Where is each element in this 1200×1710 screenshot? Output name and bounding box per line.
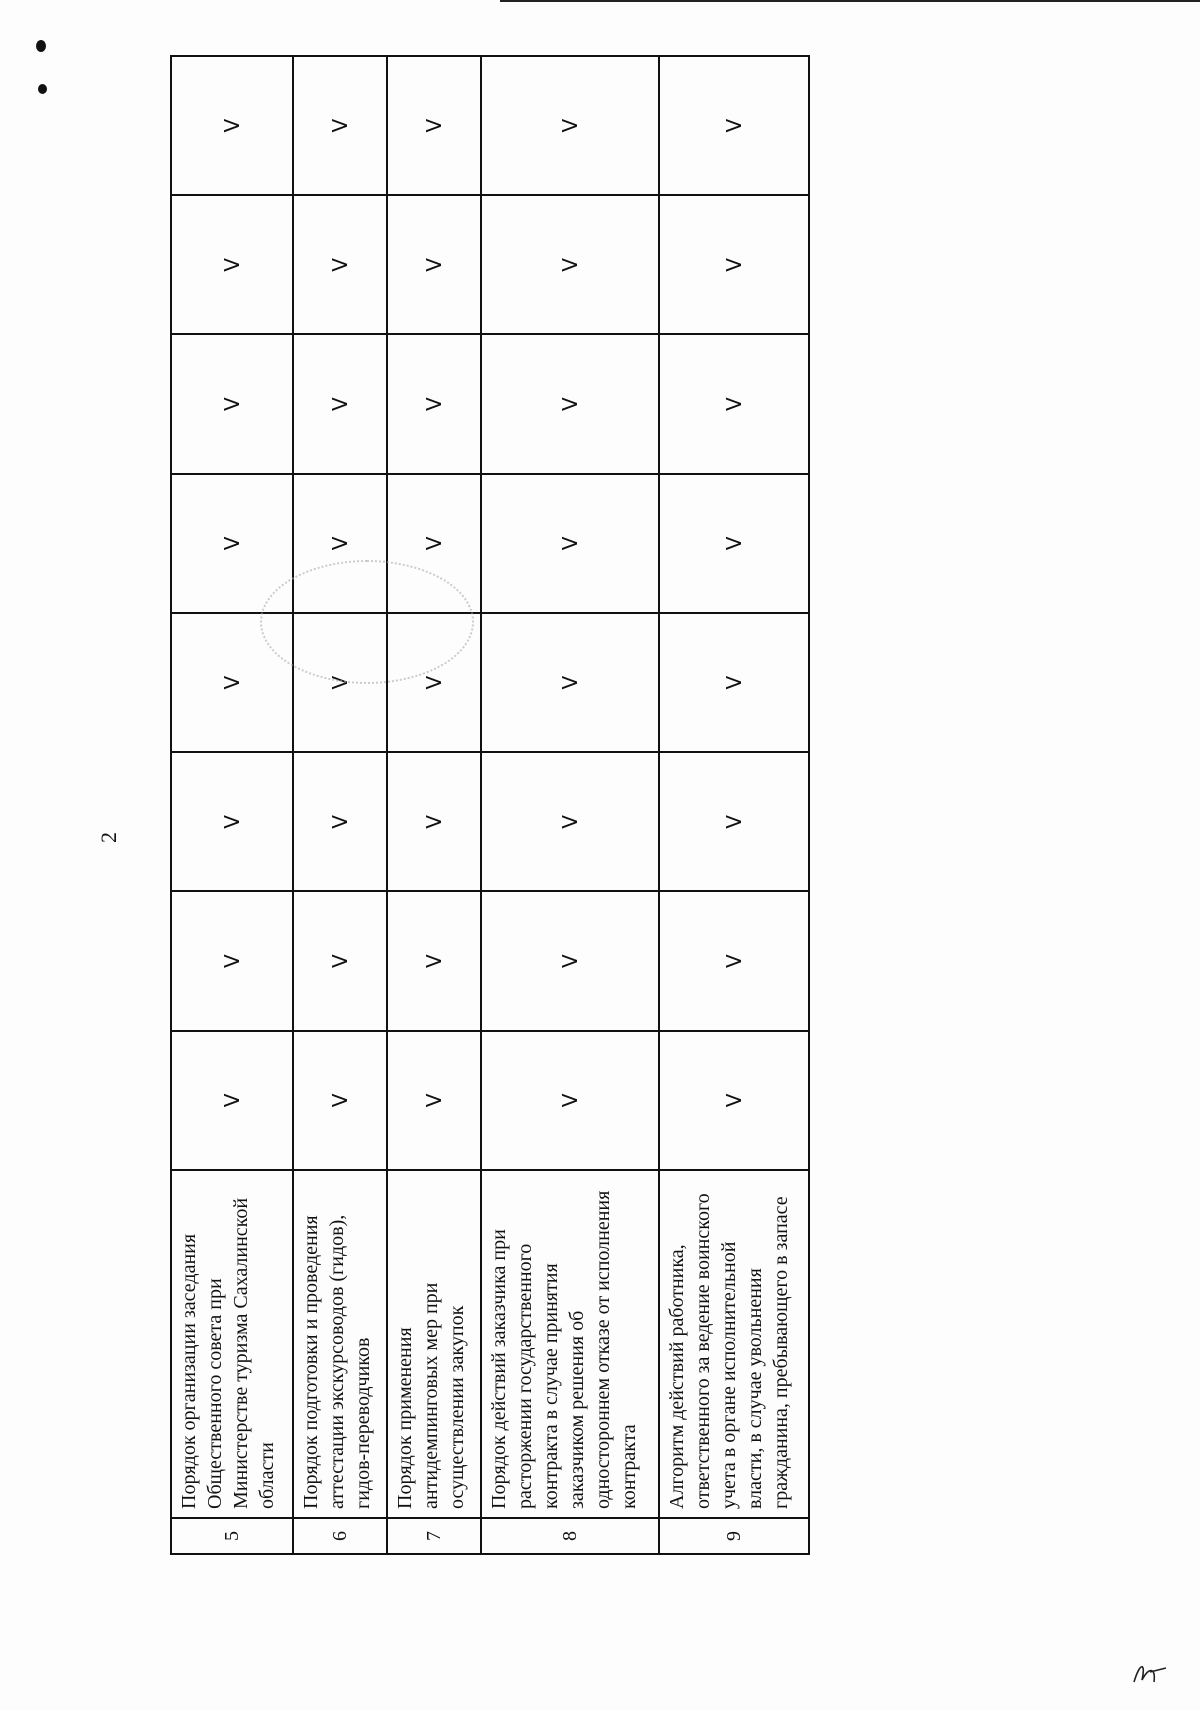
table-row	[171, 56, 293, 1554]
row-number: 5	[171, 1518, 293, 1554]
check-mark-cell: V	[171, 892, 293, 1031]
check-mark-cell: V	[387, 1031, 481, 1170]
check-mark-cell: V	[481, 613, 659, 752]
check-mark-cell: V	[387, 56, 481, 195]
check-mark-cell: V	[387, 335, 481, 474]
check-mark-cell: V	[171, 335, 293, 474]
table-row	[293, 56, 387, 1554]
faint-stamp-mark	[260, 560, 474, 684]
check-mark-cell: V	[659, 1031, 809, 1170]
row-description: Порядок применения антидемпинговых мер при осуществлении закупок	[387, 1170, 481, 1518]
check-mark-cell: V	[171, 195, 293, 334]
check-mark-cell: V	[659, 613, 809, 752]
row-description: Алгоритм действий работника, ответственного за ведение воинского учета в органе исполнительной власти, в случае увольнения гражданина, пребывающего в запасе	[659, 1170, 809, 1518]
check-mark-cell: V	[481, 335, 659, 474]
check-mark-cell: V	[481, 892, 659, 1031]
check-mark-cell: V	[659, 56, 809, 195]
check-mark-cell: V	[481, 1031, 659, 1170]
ink-blot	[38, 84, 47, 94]
check-mark-cell: V	[659, 752, 809, 891]
check-mark-cell: V	[481, 56, 659, 195]
check-mark-cell: V	[481, 474, 659, 613]
check-mark-cell: V	[387, 892, 481, 1031]
table-row	[659, 56, 809, 1554]
check-mark-cell: V	[659, 474, 809, 613]
rotated-table-container	[170, 55, 810, 1555]
row-number: 7	[387, 1518, 481, 1554]
check-mark-cell: V	[171, 752, 293, 891]
row-description: Порядок подготовки и проведения аттестации экскурсоводов (гидов), гидов-переводчиков	[293, 1170, 387, 1518]
check-mark-cell: V	[293, 752, 387, 891]
check-mark-cell: V	[387, 474, 481, 613]
row-description: Порядок действий заказчика при расторжении государственного контракта в случае принятия заказчиком решения об одностороннем отказе от исполнения контракта	[481, 1170, 659, 1518]
check-mark-cell: V	[387, 613, 481, 752]
check-mark-cell: V	[659, 335, 809, 474]
check-mark-cell: V	[659, 892, 809, 1031]
row-description: Порядок организации заседания Общественного совета при Министерстве туризма Сахалинской области	[171, 1170, 293, 1518]
check-mark-cell: V	[293, 1031, 387, 1170]
page-number: 2	[96, 832, 121, 843]
check-mark-cell: V	[293, 195, 387, 334]
check-mark-cell: V	[293, 56, 387, 195]
row-number: 8	[481, 1518, 659, 1554]
checklist-table	[170, 55, 810, 1555]
row-number: 9	[659, 1518, 809, 1554]
row-number: 6	[293, 1518, 387, 1554]
check-mark-cell: V	[171, 56, 293, 195]
ink-blot	[36, 40, 46, 52]
check-mark-cell: V	[659, 195, 809, 334]
signature-mark	[1130, 1660, 1170, 1688]
check-mark-cell: V	[293, 892, 387, 1031]
check-mark-cell: V	[293, 613, 387, 752]
check-mark-cell: V	[171, 474, 293, 613]
check-mark-cell: V	[481, 752, 659, 891]
table-row	[387, 56, 481, 1554]
check-mark-cell: V	[171, 613, 293, 752]
check-mark-cell: V	[293, 335, 387, 474]
table-row	[481, 56, 659, 1554]
check-mark-cell: V	[387, 752, 481, 891]
check-mark-cell: V	[481, 195, 659, 334]
check-mark-cell: V	[387, 195, 481, 334]
check-mark-cell: V	[171, 1031, 293, 1170]
check-mark-cell: V	[293, 474, 387, 613]
top-border-line	[500, 0, 1200, 2]
